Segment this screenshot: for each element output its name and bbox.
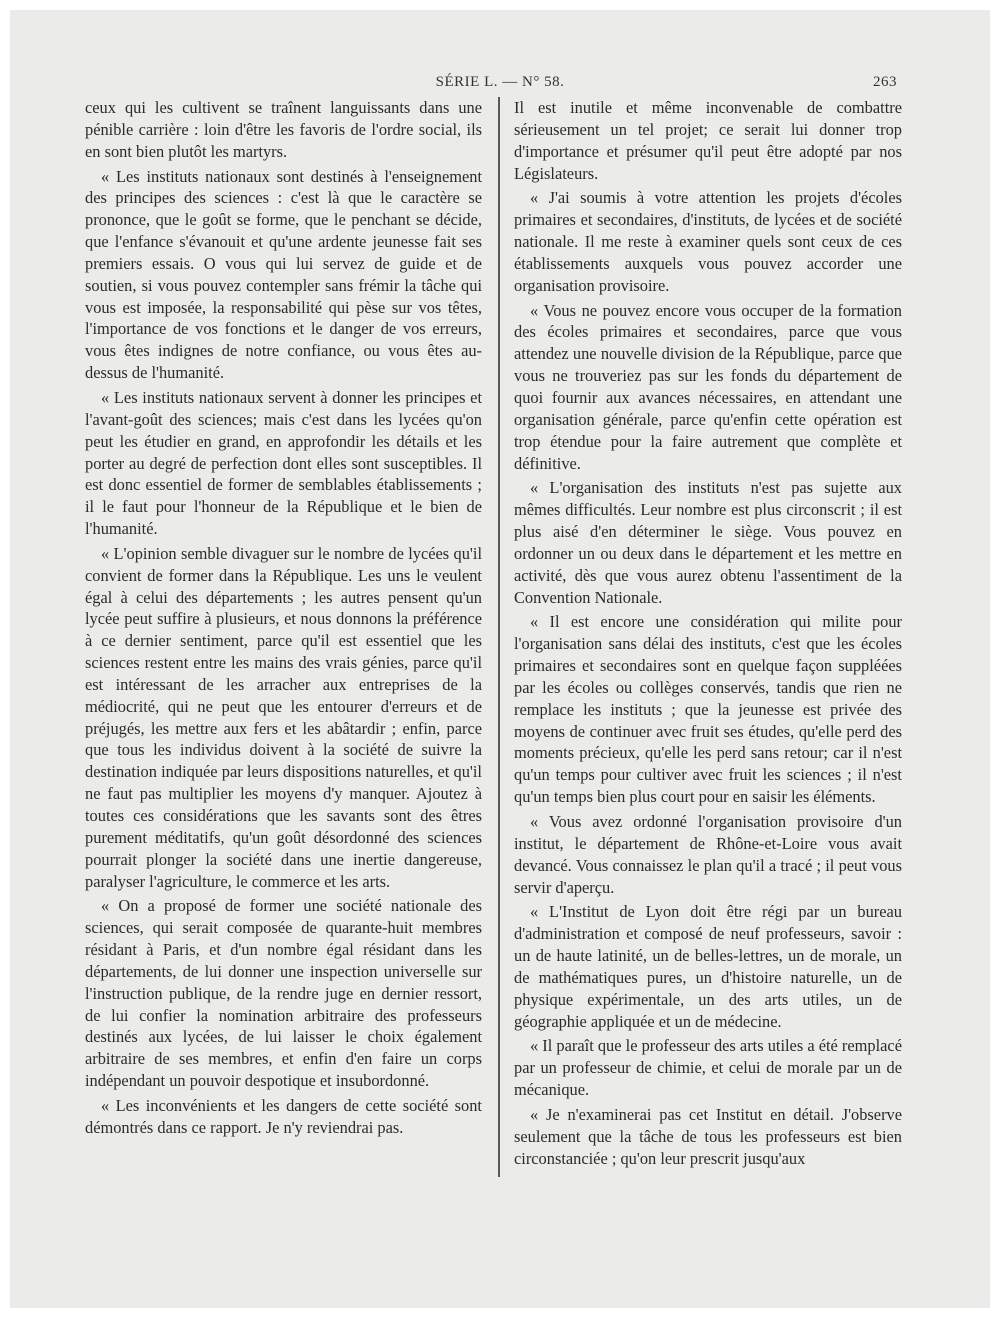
paragraph: « L'opinion semble divaguer sur le nombre de lycées qu'il convient de former dans la République. Les uns le veulent égal à celui des départements ; les autres pensent qu'un lycée peut suffire à plusieurs, et nous donnons la préférence à ce dernier sentiment, parce qu'il est essentiel que les sciences restent entre les mains des vrais génies, parce qu'il est intéressant de les arracher aux entreprises de la médiocrité, qui ne peut que les entourer d'erreurs et de préjugés, les mettre aux fers et les abâtardir ; enfin, parce que tous les individus doivent à la société de suivre la destination indiquée par leurs dispositions naturelles, et qu'il ne faut pas multiplier les moyens d'y manquer. Ajoutez à toutes ces considérations que les savants sont des êtres purement méditatifs, qu'un goût désordonné des sciences pourrait plonger la société dans une inertie dangereuse, paralyser l'agriculture, le commerce et les arts.	[85, 543, 482, 891]
paragraph: « L'organisation des instituts n'est pas sujette aux mêmes difficultés. Leur nombre est plus circonscrit ; il est plus aisé d'en déterminer le siège. Vous pouvez en ordonner un ou deux dans le département et les mettre en activité, dès que vous aurez obtenu l'assentiment de la Convention Nationale.	[514, 478, 902, 607]
paragraph: « Il est encore une considération qui milite pour l'organisation sans délai des instituts, c'est que les écoles primaires et secondaires sont en quelque façon suppléées par les écoles ou collèges conservés, tandis que rien ne remplace les instituts ; que la jeunesse est privée des moyens de continuer avec fruit ses études, qu'elle perd des moments précieux, qu'elle les perd sans retour; car il n'est qu'un temps pour cultiver avec fruit les sciences ; il n'est qu'un temps bien plus court pour en saisir les éléments.	[514, 612, 902, 807]
paragraph: « Vous ne pouvez encore vous occuper de la formation des écoles primaires et secondaires, parce que vous attendez une nouvelle division de la République, parce que vous ne trouveriez pas sur les fonds du département de quoi fournir aux avances nécessaires, en attendant une organisation générale, parce qu'enfin cette opération est trop étendue pour la faire autrement que complète et définitive.	[514, 300, 902, 473]
paragraph: « Vous avez ordonné l'organisation provisoire d'un institut, le département de Rhône-et-Loire vous avait devancé. Vous connaissez le plan qu'il a tracé ; il peut vous servir d'aperçu.	[514, 812, 902, 897]
running-head	[0, 74, 1000, 94]
page-number: 263	[873, 74, 897, 90]
paragraph: ceux qui les cultivent se traînent languissants dans une pénible carrière : loin d'être les favoris de l'ordre social, ils en sont bien plutôt les martyrs.	[85, 98, 482, 161]
paragraph: « On a proposé de former une société nationale des sciences, qui serait composée de quarante-huit membres résidant à Paris, et d'un nombre égal résidant dans les départements, de lui donner une inspection universelle sur l'instruction publique, de la rendre juge en dernier ressort, de lui confier la nomination arbitraire des professeurs destinés aux lycées, de lui laisser le choix également arbitraire de ses membres, et enfin d'en faire un corps indépendant un pouvoir despotique et insubordonné.	[85, 896, 482, 1091]
column-divider	[498, 97, 500, 1177]
paragraph: « Il paraît que le professeur des arts utiles a été remplacé par un professeur de chimie, et celui de morale par un de mécanique.	[514, 1036, 902, 1100]
right-column	[514, 97, 902, 1173]
paragraph: « Les instituts nationaux servent à donner les principes et l'avant-goût des sciences; mais c'est dans les lycées qu'on peut les étudier en grand, en approfondir les détails et les porter au degré de perfection dont elles sont susceptibles. Il est donc essentiel de former de semblables établissements ; il le faut pour l'honneur de la République et le bien de l'humanité.	[85, 387, 482, 539]
paragraph: « J'ai soumis à votre attention les projets d'écoles primaires et secondaires, d'instituts, de lycées et de société nationale. Il me reste à examiner quels sont ceux de ces établissements auxquels vous pouvez accorder une organisation provisoire.	[514, 188, 902, 295]
paragraph: « Les inconvénients et les dangers de cette société sont démontrés dans ce rapport. Je n'y reviendrai pas.	[85, 1095, 482, 1137]
series-title: SÉRIE L. — N° 58.	[435, 74, 565, 90]
left-column	[85, 97, 482, 1142]
paragraph: « L'Institut de Lyon doit être régi par un bureau d'administration et composé de neuf professeurs, savoir : un de haute latinité, un de belles-lettres, un de morale, un de mathématiques pures, un d'histoire naturelle, un de physique expérimentale, un des arts utiles, un de géographie appliquée et un de médecine.	[514, 902, 902, 1031]
paragraph: « Les instituts nationaux sont destinés à l'enseignement des principes des sciences : c'est là que le caractère se prononce, que le goût se forme, que le penchant se décide, que l'enfance s'évanouit et qu'une ardente jeunesse fait ses premiers essais. O vous qui lui servez de guide et de soutien, si vous pouvez contempler sans frémir la tâche qui vous est imposée, la responsabilité qui pèse sur vos têtes, l'importance de vos fonctions et le danger de vos erreurs, vous êtes indignes de notre confiance, ou vous êtes au-dessus de l'humanité.	[85, 166, 482, 383]
paragraph: « Je n'examinerai pas cet Institut en détail. J'observe seulement que la tâche de tous les professeurs est bien circonstanciée ; qu'on leur prescrit jusqu'aux	[514, 1104, 902, 1168]
paragraph: Il est inutile et même inconvenable de combattre sérieusement un tel projet; ce serait lui donner trop d'importance et présumer qu'il peut être adopté par nos Législateurs.	[514, 98, 902, 183]
